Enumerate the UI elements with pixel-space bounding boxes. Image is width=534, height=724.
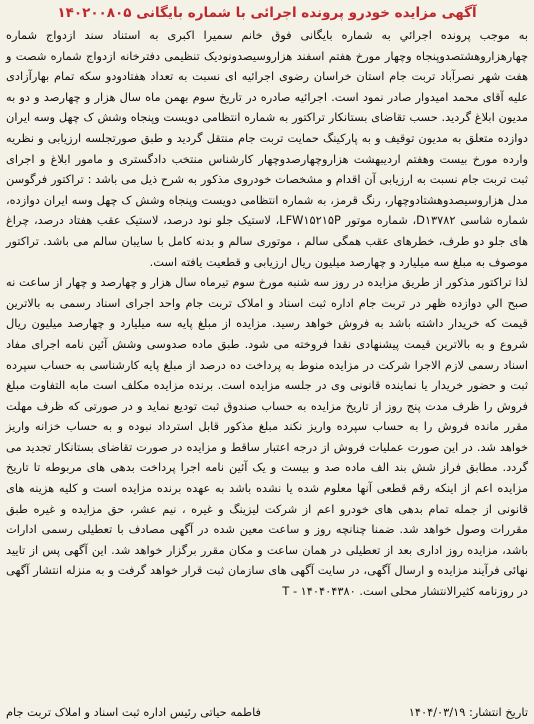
notice-body	[6, 25, 528, 602]
notice-paragraph-1: به موجب پرونده اجرائي به شماره بایگانی فوق خانم سمیرا اکبری به استناد سند ازدواج شماره چهارهزاروهشتصدوپنجاه وچهار مورخ هفتم اسفند هزاروسیصدونودیک تنظیمی دفترخانه ازدواج شماره شصت و هفت شهر نصرآباد تربت جام استان خراسان رضوی اجرائیه ای نسبت به تعداد هفتادودو سکه تمام بهارآزادی علیه آقای محمد امیدوار صادر نمود است. اجرائیه صادره در تاریخ سوم بهمن ماه سال هزار و چهارصد و دو به مدیون ابلاغ گردید. حسب تقاضای بستانکار تراکتور به شماره انتظامی دویست وپنجاه وشش ک چهل وسه ایران دوازده متعلق به مدیون توقیف و به پارکینگ حمایت تربت جام منتقل گردید و طبق صورتجلسه ارزیابی و نظریه وارده مورخ بیست وهفتم اردیبهشت هزاروچهارصدوچهار کارشناس منتخب دادگستری و مامور ابلاغ و اجرای ثبت تربت جام نسبت به ارزیابی آن اقدام و مشخصات خودروی مذکور به شرح ذیل می باشد : تراکتور فرگوسن مدل هزاروسیصدوهشتادوچهار، رنگ قرمز، به شماره انتظامی دویست وپنجاه وشش ک چهل وسه ایران دوازده، شماره شاسی D۱۳۷۸۲، شماره موتور LFW۱۵۲۱۵P، لاستیک جلو نود درصد، لاستیک عقب هفتاد درصد، چراغ های جلو دو طرف، خطرهای عقب همگی سالم ، موتوری سالم و بدنه کامل با سایبان سالم می باشد. تراکتور موصوف به مبلغ سه میلیارد و چهارصد میلیون ریال ارزیابی و قطعیت یافته است.	[6, 28, 528, 269]
notice-paragraph-2: لذا تراکتور مذکور از طریق مزایده در روز سه شنبه مورخ سوم تیرماه سال هزار و چهارصد و چهار از ساعت نه صبح الي دوازده ظهر در تربت جام اداره ثبت اسناد و املاک تربت جام واحد اجرای اسناد رسمی به بالاترین قیمت که خریدار داشته باشد به فروش خواهد رسید. مزایده از مبلغ پایه سه میلیارد و چهارصد میلیون ریال شروع و به بالاترین قیمت پیشنهادی نقدا فروخته می شود. طبق ماده صدوسی وشش آئین نامه اجرای مفاد اسناد رسمی لازم الاجرا شرکت در مزایده منوط به پرداخت ده درصد از مبلغ پایه کارشناسی به حساب سپرده ثبت و حضور خریدار یا نماینده قانونی وی در جلسه مزایده است. برنده مزایده مکلف است مابه التفاوت مبلغ فروش را ظرف مدت پنج روز از تاریخ مزایده به حساب صندوق ثبت تودیع نماید و در صورتی که ظرف مهلت مقرر مانده فروش را به حساب سپرده واریز نکند مبلغ مذکور قابل استرداد نبوده و به حساب خزانه واریز خواهد شد. در این صورت عملیات فروش از درجه اعتبار ساقط و مزایده در صورت تقاضای بستانکار تجدید می گردد. مطابق فراز شش بند الف ماده صد و بیست و یک آئین نامه اجرا پرداخت بدهی های مربوطه تا تاریخ مزایده اعم از اینکه رقم قطعی آنها معلوم شده یا نشده باشد به عهده برنده مزایده است و کلیه هزینه های قانونی از جمله تمام بدهی های خودرو اعم از شرکت لیزینگ و غیره ، نیم عشر، حق مزایده و غیره طبق مقررات وصول خواهد شد. ضمنا چنانچه روز و ساعت معین شده در آگهی مصادف با تعطیلی رسمی ادارات باشد، مزایده روز اداری بعد از تعطیلی در همان ساعت و مکان مقرر برگزار خواهد شد. این آگهی پس از تایید نهائی فرآیند مزایده و ارسال آگهی، در سایت آگهی های سازمان ثبت قرار خواهد گرفت و به منزله انتشار آگهی در روزنامه کثیرالانتشار محلی است. T - ۱۴۰۴۰۴۳۸۰	[6, 275, 528, 599]
notice-title: آگهی مزایده خودرو پرونده اجرائی با شماره بایگانی ۱۴۰۲۰۰۸۰۵	[57, 5, 477, 21]
signature-line: فاطمه حیاتی رئیس اداره ثبت اسناد و املاک تربت جام	[6, 705, 261, 719]
notice-footer	[6, 702, 528, 722]
footer-row	[6, 702, 528, 722]
publish-date: تاریخ انتشار: ۱۴۰۴/۰۳/۱۹	[408, 705, 528, 719]
